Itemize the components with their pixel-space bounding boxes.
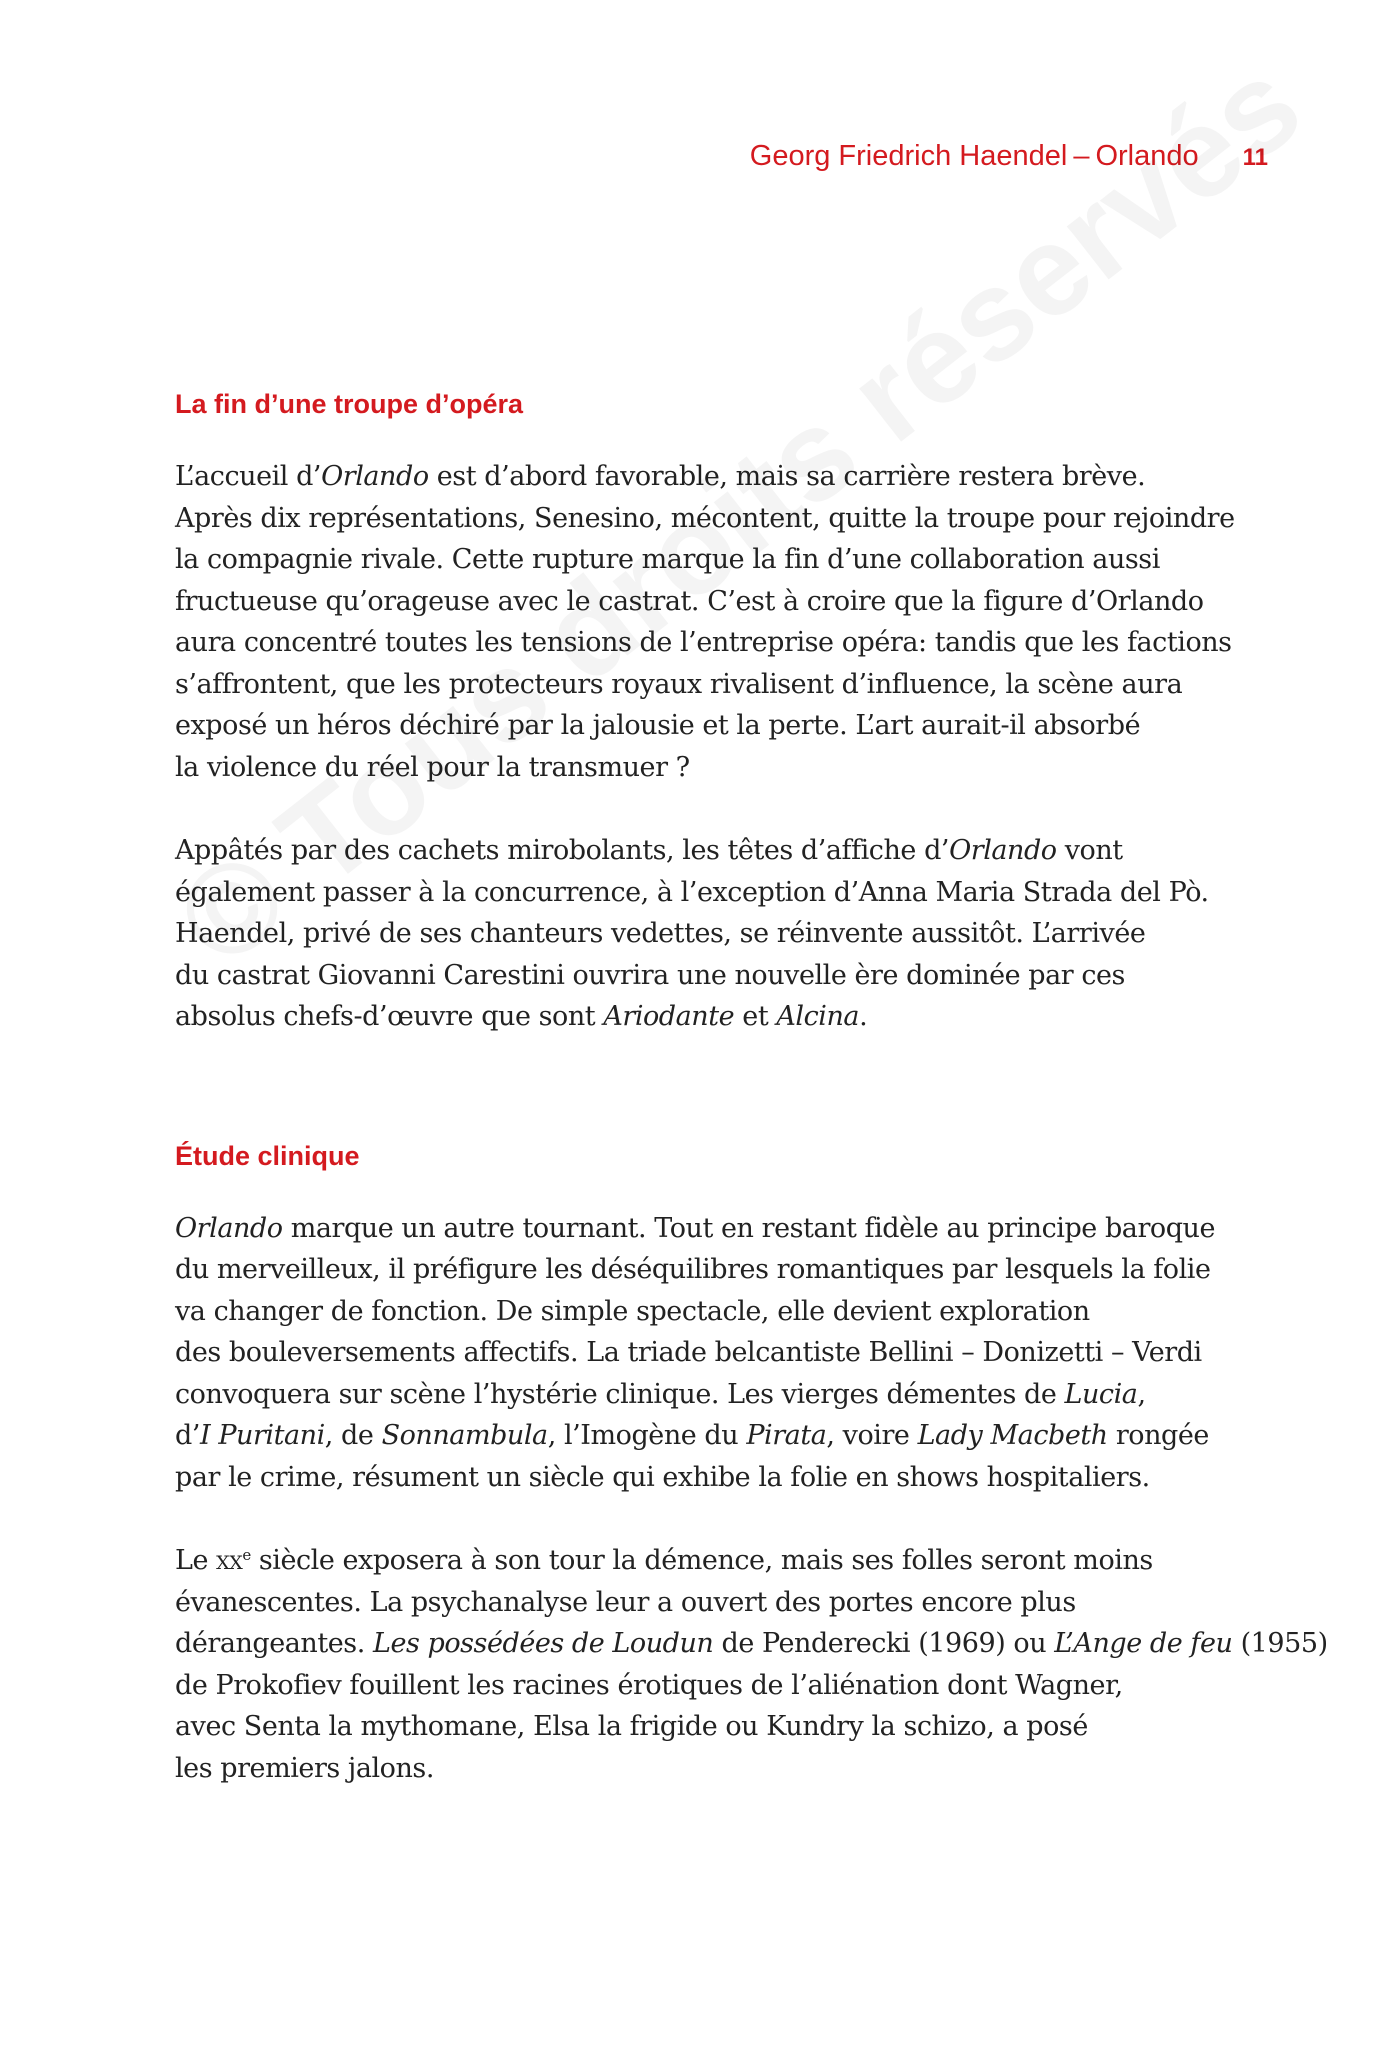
section-spacer (175, 1080, 1235, 1138)
text-line: s’affrontent, que les protecteurs royaux rivalisent d’influence, la scène aura (175, 668, 1183, 700)
text-line: Orlando marque un autre tournant. Tout en restant fidèle au principe baroque (175, 1212, 1216, 1244)
text-line: dérangeantes. Les possédées de Loudun de Penderecki (1969) ou L’Ange de feu (1955) (175, 1628, 1328, 1659)
italic-title: Orlando (949, 835, 1057, 866)
text-line: la compagnie rivale. Cette rupture marque la fin d’une collaboration aussi (175, 544, 1160, 575)
text-line: L’accueil d’Orlando est d’abord favorable, mais sa carrière restera brève. (175, 461, 1146, 492)
italic-title: Les possédées de Loudun (372, 1628, 714, 1659)
text-line: du merveilleux, il préfigure les déséquilibres romantiques par lesquels la folie (175, 1254, 1211, 1285)
text-line: évanescentes. La psychanalyse leur a ouvert des portes encore plus (175, 1586, 1076, 1618)
text-line: convoquera sur scène l’hystérie clinique. Les vierges démentes de Lucia, (175, 1378, 1146, 1410)
body-paragraph (175, 456, 1235, 788)
text-line: des bouleversements affectifs. La triade belcantiste Bellini – Donizetti – Verdi (175, 1337, 1202, 1368)
text-line: du castrat Giovanni Carestini ouvrira une nouvelle ère dominée par ces (175, 959, 1125, 991)
text-line: également passer à la concurrence, à l’exception d’Anna Maria Strada del Pò. (175, 876, 1209, 908)
italic-title: L’Ange de feu (1054, 1628, 1233, 1659)
text-line: Haendel, privé de ses chanteurs vedettes, se réinvente aussitôt. L’arrivée (175, 918, 1146, 949)
text-line: Après dix représentations, Senesino, mécontent, quitte la troupe pour rejoindre (175, 502, 1235, 534)
section-heading: Étude clinique (175, 1140, 360, 1171)
text-line: par le crime, résument un siècle qui exhibe la folie en shows hospitaliers. (175, 1461, 1150, 1493)
text-line: les premiers jalons. (175, 1752, 434, 1784)
italic-title: Sonnambula (381, 1420, 548, 1451)
italic-title: Orlando (321, 461, 429, 492)
text-line: avec Senta la mythomane, Elsa la frigide ou Kundry la schizo, a posé (175, 1711, 1088, 1742)
italic-title: Lady Macbeth (917, 1420, 1108, 1451)
text-line: va changer de fonction. De simple spectacle, elle devient exploration (175, 1295, 1090, 1327)
body-paragraph (175, 1208, 1235, 1499)
text-line: de Prokofiev fouillent les racines érotiques de l’aliénation dont Wagner, (175, 1669, 1123, 1701)
text-line: aura concentré toutes les tensions de l’entreprise opéra: tandis que les factions (175, 627, 1232, 658)
italic-title: Alcina (776, 1001, 860, 1032)
page-number: 11 (1242, 144, 1268, 171)
italic-title: Lucia (1064, 1378, 1138, 1410)
roman-numeral: xx (216, 1545, 243, 1576)
section-fin-troupe (175, 386, 1235, 1038)
text-line: d’I Puritani, de Sonnambula, l’Imogène du Pirata, voire Lady Macbeth rongée (175, 1420, 1209, 1451)
italic-title: Orlando (175, 1212, 283, 1244)
text-line: absolus chefs-d’œuvre que sont Ariodante et Alcina. (175, 1001, 868, 1032)
article-body (175, 386, 1328, 1831)
header-separator: – (1073, 140, 1090, 172)
text-line: Le $xx^e$ siècle exposera à son tour la démence, mais ses folles seront moins (175, 1545, 1153, 1576)
italic-title: Pirata (746, 1420, 827, 1451)
text-line: fructueuse qu’orageuse avec le castrat. C’est à croire que la figure d’Orlando (175, 585, 1204, 617)
section-heading: La fin d’une troupe d’opéra (175, 389, 524, 419)
ordinal-superscript: e (242, 1546, 251, 1564)
italic-title: I Puritani (199, 1420, 325, 1451)
text-line: la violence du réel pour la transmuer ? (175, 751, 690, 783)
header-composer: Georg Friedrich Haendel (749, 140, 1068, 172)
running-header (750, 140, 1268, 173)
italic-title: Ariodante (603, 1001, 735, 1032)
header-work-title: Orlando (1095, 140, 1199, 172)
section-etude-clinique (175, 1138, 1328, 1790)
body-paragraph (175, 830, 1235, 1038)
text-line: Appâtés par des cachets mirobolants, les têtes d’affiche d’Orlando vont (175, 835, 1123, 866)
body-paragraph (175, 1540, 1328, 1789)
text-line: exposé un héros déchiré par la jalousie et la perte. L’art aurait-il absorbé (175, 710, 1141, 741)
